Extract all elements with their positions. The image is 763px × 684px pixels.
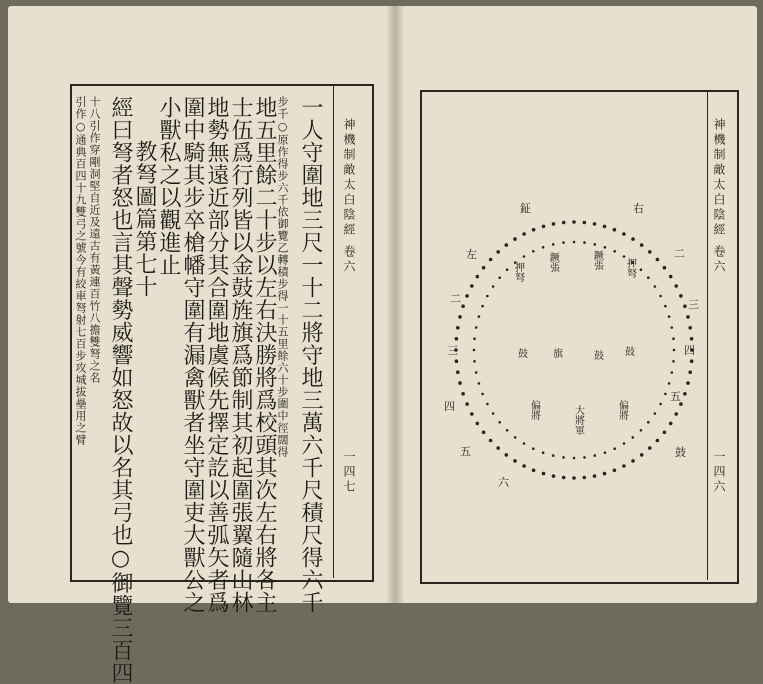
- formation-dot-inner: [583, 241, 586, 244]
- formation-dot-inner: [664, 305, 667, 308]
- text-column-10: 十八引作穿剛洞堅自近及遠古有黃連百竹八擔雙弩之名: [88, 96, 101, 384]
- formation-dot-inner: [623, 442, 626, 445]
- formation-dot-inner: [552, 454, 555, 457]
- formation-dot: [690, 337, 694, 341]
- text-column-1: 一人守圍地三尺一十二將守地三萬六千尺積尺得六千: [298, 96, 323, 614]
- formation-dot-inner: [613, 447, 616, 450]
- formation-dot-inner: [594, 454, 597, 457]
- formation-dot-inner: [668, 382, 671, 385]
- formation-dot: [470, 412, 474, 416]
- formation-dot-inner: [481, 305, 484, 308]
- formation-dot: [572, 220, 576, 224]
- perimeter-label-1: 鉦: [520, 202, 531, 215]
- formation-dot-inner: [506, 429, 509, 432]
- formation-dot-inner: [671, 326, 674, 329]
- formation-dot: [669, 422, 673, 426]
- formation-dot: [489, 258, 493, 262]
- text-column-7: 小獸私之以觀進止: [156, 96, 181, 276]
- formation-dot-inner: [532, 447, 535, 450]
- formation-dot-inner: [492, 412, 495, 415]
- text-column-2: 步千○原作得步六千依御覽乙轉積步得一十五里餘六十步圍中徑闊得: [276, 96, 289, 458]
- formation-dot-inner: [604, 246, 607, 249]
- formation-dot: [583, 476, 587, 480]
- formation-dot: [465, 294, 469, 298]
- formation-dot: [562, 221, 566, 225]
- left-header-title: 神機制敵太白陰經: [342, 118, 356, 238]
- formation-dot: [640, 243, 644, 247]
- perimeter-label-4: 三: [688, 298, 699, 311]
- formation-dot-inner: [486, 295, 489, 298]
- formation-dot: [513, 237, 517, 241]
- text-column-3: 地五里餘二十步以左右決勝將爲校頭其次左右將各主: [252, 96, 277, 614]
- formation-dot-inner: [475, 326, 478, 329]
- formation-dot: [455, 337, 459, 341]
- section-heading: 教弩圖篇第七十: [132, 140, 157, 298]
- inner-top-4: 押弩: [624, 258, 636, 278]
- formation-dot-inner: [659, 403, 662, 406]
- formation-dot-inner: [668, 315, 671, 318]
- formation-dot-inner: [475, 371, 478, 374]
- formation-dot: [593, 222, 597, 226]
- inner-top-3: 蹶張: [591, 250, 603, 270]
- formation-dot: [613, 469, 617, 473]
- formation-dot-inner: [647, 421, 650, 424]
- formation-dot: [552, 222, 556, 226]
- formation-dot: [562, 476, 566, 480]
- left-page-number: 一四七: [342, 450, 356, 495]
- formation-dot-inner: [562, 241, 565, 244]
- formation-dot: [674, 412, 678, 416]
- formation-dotted-ring: [454, 220, 694, 480]
- inner-top-1: 押弩: [512, 262, 524, 282]
- formation-dot: [583, 221, 587, 225]
- inner-mid-2: 旗: [550, 348, 562, 358]
- formation-dot: [622, 464, 626, 468]
- formation-dot-inner: [514, 436, 517, 439]
- text-column-11: 引作○通典百四十九雙弓之號今有絞車弩射七百步攻城拔壘用之臂: [74, 96, 87, 446]
- perimeter-label-10: 四: [444, 400, 455, 413]
- formation-dot-inner: [654, 285, 657, 288]
- right-page-number: 一四六: [712, 450, 726, 495]
- formation-dot-inner: [594, 243, 597, 246]
- formation-dot-inner: [473, 349, 476, 352]
- formation-dot: [686, 381, 690, 385]
- perimeter-label-12: 六: [498, 476, 509, 489]
- formation-dot: [522, 232, 526, 236]
- inner-mid-4: 鼓: [622, 346, 634, 356]
- formation-dot-inner: [673, 349, 676, 352]
- formation-dot: [465, 402, 469, 406]
- formation-dot-inner: [632, 436, 635, 439]
- formation-dot: [683, 392, 687, 396]
- formation-dot: [456, 370, 460, 374]
- formation-dot: [542, 472, 546, 476]
- formation-dot-inner: [640, 268, 643, 271]
- perimeter-label-11: 五: [460, 445, 471, 458]
- formation-dot-inner: [664, 393, 667, 396]
- formation-dot: [603, 472, 607, 476]
- formation-dot: [458, 381, 462, 385]
- formation-dot: [542, 225, 546, 229]
- formation-dot-inner: [654, 412, 657, 415]
- formation-dot: [631, 459, 635, 463]
- perimeter-label-3: 二: [674, 247, 685, 260]
- formation-dot: [603, 225, 607, 229]
- text-column-4: 士伍爲行列皆以金鼓旌旗爲節制其初起圍張翼隨山林: [228, 96, 253, 614]
- formation-dot-inner: [659, 295, 662, 298]
- formation-dot: [496, 250, 500, 254]
- formation-dot-inner: [486, 403, 489, 406]
- formation-dot-inner: [583, 456, 586, 459]
- formation-dot-inner: [672, 360, 675, 363]
- formation-dot: [470, 284, 474, 288]
- perimeter-label-7: 左: [466, 248, 477, 261]
- inner-top-2: 蹶張: [547, 252, 559, 272]
- formation-dot: [513, 459, 517, 463]
- formation-dot: [690, 359, 694, 363]
- perimeter-label-13: 鼓: [675, 446, 686, 459]
- formation-dot-inner: [640, 429, 643, 432]
- right-header-title: 神機制敵太白陰經: [712, 118, 726, 238]
- inner-bottom-3: 偏將: [616, 400, 628, 420]
- formation-dot: [461, 304, 465, 308]
- formation-dot-inner: [478, 315, 481, 318]
- formation-dot-inner: [478, 382, 481, 385]
- formation-dot-inner: [573, 241, 576, 244]
- formation-dot-inner: [604, 451, 607, 454]
- formation-dot: [669, 275, 673, 279]
- formation-dot: [663, 431, 667, 435]
- formation-dot: [688, 326, 692, 330]
- formation-dot: [482, 431, 486, 435]
- perimeter-label-9: 三: [447, 344, 458, 357]
- formation-dot: [663, 266, 667, 270]
- inner-mid-3: 鼓: [591, 350, 603, 360]
- formation-dot-inner: [562, 456, 565, 459]
- formation-dot: [648, 250, 652, 254]
- text-column-5: 地勢無遠近部分其合圍地虞候先擇定訖以善弧矢者爲: [204, 96, 229, 614]
- formation-dot: [489, 439, 493, 443]
- formation-dot-inner: [498, 276, 501, 279]
- formation-dot-inner: [506, 268, 509, 271]
- formation-dot: [482, 266, 486, 270]
- formation-dot: [648, 446, 652, 450]
- formation-dot: [458, 315, 462, 319]
- formation-dot: [532, 469, 536, 473]
- formation-dot-inner: [552, 243, 555, 246]
- formation-dot-inner: [542, 451, 545, 454]
- formation-dot-inner: [523, 255, 526, 258]
- formation-dot: [455, 359, 459, 363]
- formation-dot-inner: [473, 360, 476, 363]
- formation-dot: [674, 284, 678, 288]
- formation-dot: [688, 370, 692, 374]
- formation-dot: [532, 228, 536, 232]
- formation-dot: [572, 476, 576, 480]
- formation-dot: [505, 243, 509, 247]
- formation-dot-inner: [481, 393, 484, 396]
- formation-dot-inner: [672, 337, 675, 340]
- perimeter-label-2: 右: [633, 202, 644, 215]
- formation-dot-inner: [671, 371, 674, 374]
- formation-dot-inner: [542, 246, 545, 249]
- formation-dot: [640, 453, 644, 457]
- formation-dot: [686, 315, 690, 319]
- perimeter-label-8: 二: [450, 292, 461, 305]
- formation-dot-inner: [573, 457, 576, 460]
- formation-dot: [461, 392, 465, 396]
- text-column-6: 圍中騎其步卒槍幡守圍有漏禽獸者坐守圍吏大獸公之: [180, 96, 205, 614]
- formation-dot: [522, 464, 526, 468]
- formation-dot: [683, 304, 687, 308]
- text-column-9: 經曰弩者怒也言其聲勢威響如怒故以名其弓也○御覽三百四: [108, 96, 133, 684]
- inner-bottom-2: 大將軍: [572, 405, 584, 435]
- formation-dot-inner: [473, 337, 476, 340]
- perimeter-label-5: 四: [684, 344, 695, 357]
- formation-dot-inner: [498, 421, 501, 424]
- formation-dot: [679, 294, 683, 298]
- formation-dot: [552, 474, 556, 478]
- formation-dot-inner: [613, 250, 616, 253]
- formation-dot: [476, 275, 480, 279]
- inner-bottom-1: 偏將: [528, 400, 540, 420]
- left-header-volume: 卷六: [342, 245, 356, 275]
- formation-dot-inner: [492, 285, 495, 288]
- perimeter-label-6: 五: [670, 390, 681, 403]
- formation-dot-inner: [532, 250, 535, 253]
- formation-dot-inner: [523, 442, 526, 445]
- formation-dot: [613, 228, 617, 232]
- formation-dot: [656, 439, 660, 443]
- formation-dot: [505, 453, 509, 457]
- formation-dot: [656, 258, 660, 262]
- inner-mid-1: 鼓: [515, 348, 527, 358]
- formation-dot-inner: [647, 276, 650, 279]
- right-header-volume: 卷六: [712, 245, 726, 275]
- formation-dot: [496, 446, 500, 450]
- formation-dot: [631, 237, 635, 241]
- formation-dot: [476, 422, 480, 426]
- formation-dot: [593, 474, 597, 478]
- formation-dot: [456, 326, 460, 330]
- formation-dot: [622, 232, 626, 236]
